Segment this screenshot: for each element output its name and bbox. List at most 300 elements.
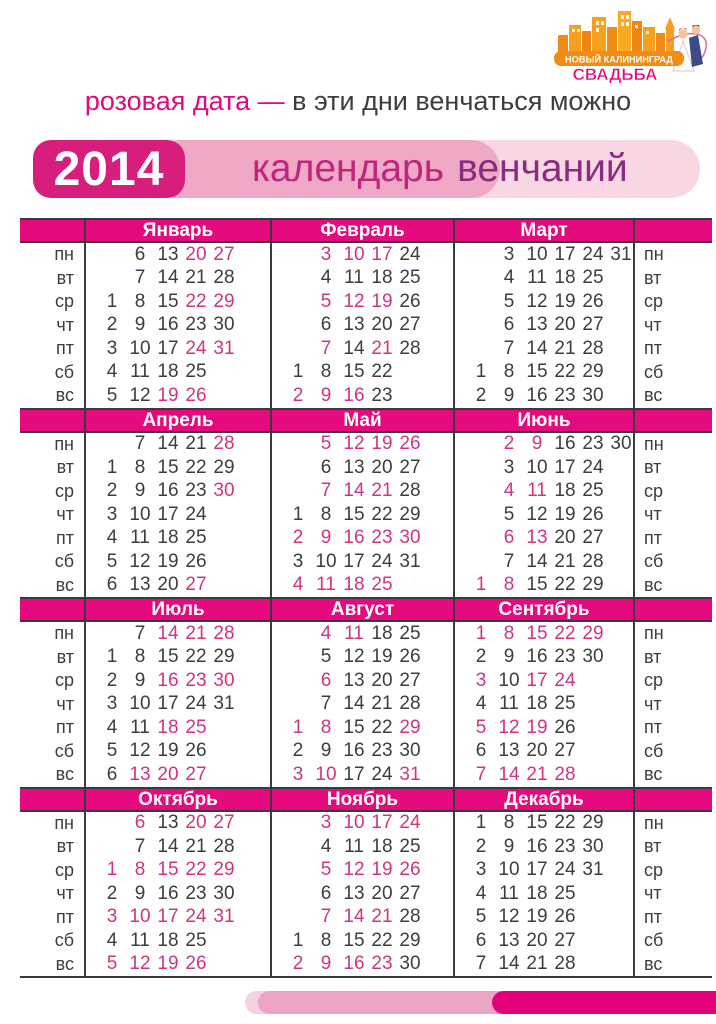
date-cell: 22 — [554, 622, 576, 644]
date-cell: 12 — [498, 906, 520, 928]
date-cell: 15 — [526, 361, 548, 383]
month-header-band — [20, 787, 712, 812]
date-cell: 17 — [157, 503, 179, 525]
weekday-label: чт — [56, 504, 74, 525]
date-cell: 8 — [503, 622, 515, 644]
weekday-label: сб — [54, 930, 74, 951]
weekday-label: ср — [54, 480, 74, 501]
date-cell: 9 — [320, 740, 332, 762]
date-cell: 13 — [498, 929, 520, 951]
date-cell: 4 — [320, 622, 332, 644]
date-cell: 14 — [526, 337, 548, 359]
date-cell: 9 — [531, 433, 543, 455]
weekday-label: чт — [644, 883, 662, 904]
date-cell: 9 — [320, 527, 332, 549]
bottom-decorative-bar — [0, 991, 716, 1014]
weekday-label: вт — [644, 836, 662, 857]
date-cell: 24 — [582, 456, 604, 478]
date-cell: 7 — [503, 550, 515, 572]
date-cell: 17 — [157, 906, 179, 928]
date-cell: 30 — [213, 669, 235, 691]
date-cell: 3 — [475, 669, 487, 691]
date-cell: 15 — [157, 646, 179, 668]
date-cell: 4 — [475, 882, 487, 904]
date-cell: 5 — [106, 550, 118, 572]
date-cell: 18 — [554, 267, 576, 289]
date-cell: 20 — [371, 314, 393, 336]
date-cell: 4 — [106, 361, 118, 383]
date-cell: 14 — [343, 337, 365, 359]
date-cell: 8 — [134, 859, 146, 881]
date-cell: 6 — [475, 929, 487, 951]
logo-subtitle: СВАДЬБА — [572, 65, 658, 83]
date-cell: 21 — [185, 622, 207, 644]
date-cell: 9 — [320, 953, 332, 975]
date-cell: 5 — [106, 740, 118, 762]
date-cell: 8 — [320, 716, 332, 738]
weekday-label: ср — [644, 291, 664, 312]
logo-title: НОВЫЙ КАЛИНИНГРАД — [565, 54, 673, 65]
date-cell: 16 — [554, 433, 576, 455]
date-cell: 14 — [343, 480, 365, 502]
weekday-column-left — [20, 243, 84, 408]
date-cell: 9 — [134, 882, 146, 904]
weekday-label: чт — [56, 314, 74, 335]
month-grid-august — [270, 622, 453, 787]
date-cell: 16 — [343, 384, 365, 406]
date-cell: 11 — [130, 716, 150, 738]
date-cell: 12 — [343, 859, 365, 881]
band-spacer — [633, 789, 712, 811]
weekday-label: пн — [54, 623, 74, 644]
month-row-2 — [20, 408, 712, 598]
date-cell: 6 — [106, 763, 118, 785]
month-name: Октябрь — [84, 789, 270, 811]
date-cell: 17 — [526, 669, 548, 691]
logo-graphic — [552, 5, 710, 83]
date-cell: 28 — [399, 480, 421, 502]
weekday-label: сб — [54, 740, 74, 761]
date-cell: 17 — [554, 243, 576, 265]
date-cell: 26 — [399, 859, 421, 881]
date-cell: 18 — [554, 480, 576, 502]
weekday-label: вт — [644, 267, 662, 288]
date-cell: 9 — [134, 314, 146, 336]
date-cell: 4 — [106, 527, 118, 549]
date-cell: 11 — [130, 361, 150, 383]
band-spacer — [633, 220, 712, 242]
date-cell: 28 — [213, 267, 235, 289]
date-cell: 23 — [371, 740, 393, 762]
headline-pink-part: розовая дата — — [84, 86, 293, 116]
date-cell: 29 — [213, 859, 235, 881]
date-cell: 28 — [213, 433, 235, 455]
logo — [552, 5, 710, 83]
date-cell: 3 — [292, 550, 304, 572]
date-cell: 15 — [526, 574, 548, 596]
date-cell: 27 — [399, 456, 421, 478]
date-cell: 2 — [503, 433, 515, 455]
date-cell: 16 — [526, 384, 548, 406]
title-banner — [0, 140, 716, 198]
date-cell: 23 — [185, 669, 207, 691]
date-cell: 7 — [320, 337, 332, 359]
date-cell: 6 — [106, 574, 118, 596]
weekday-label: сб — [644, 361, 664, 382]
date-cell: 11 — [527, 480, 547, 502]
date-cell: 25 — [399, 267, 421, 289]
weekday-label: пт — [644, 906, 662, 927]
date-cell: 26 — [399, 290, 421, 312]
weekday-label: пт — [56, 717, 74, 738]
date-cell: 26 — [582, 290, 604, 312]
weekday-label: чт — [56, 693, 74, 714]
date-cell: 12 — [129, 953, 151, 975]
date-cell: 6 — [134, 812, 146, 834]
date-cell: 7 — [134, 835, 146, 857]
date-cell: 28 — [399, 337, 421, 359]
date-cell: 24 — [399, 243, 421, 265]
date-cell: 2 — [106, 669, 118, 691]
band-spacer — [633, 599, 712, 621]
date-cell: 8 — [134, 456, 146, 478]
weekday-label: вт — [56, 267, 74, 288]
date-cell: 26 — [554, 716, 576, 738]
date-cell: 28 — [399, 906, 421, 928]
date-cell: 21 — [371, 337, 393, 359]
date-cell: 22 — [371, 503, 393, 525]
date-cell: 12 — [526, 290, 548, 312]
date-cell: 21 — [185, 267, 207, 289]
date-cell: 27 — [399, 314, 421, 336]
date-cell: 24 — [371, 763, 393, 785]
weekday-label: вс — [644, 953, 663, 974]
weekday-label: вс — [644, 764, 663, 785]
date-cell: 12 — [129, 550, 151, 572]
month-grid-october — [84, 812, 270, 977]
date-cell: 10 — [498, 669, 520, 691]
date-cell: 27 — [554, 929, 576, 951]
date-cell: 22 — [185, 456, 207, 478]
date-cell: 26 — [185, 953, 207, 975]
date-cell: 7 — [134, 433, 146, 455]
date-cell: 14 — [526, 550, 548, 572]
date-cell: 6 — [503, 527, 515, 549]
date-cell: 8 — [320, 361, 332, 383]
date-cell: 17 — [157, 693, 179, 715]
month-header-band — [20, 408, 712, 433]
date-cell: 20 — [157, 763, 179, 785]
date-cell: 1 — [475, 812, 487, 834]
date-cell: 20 — [371, 456, 393, 478]
date-cell: 7 — [134, 267, 146, 289]
date-cell: 1 — [292, 716, 304, 738]
date-cell: 26 — [399, 646, 421, 668]
date-cell: 17 — [554, 456, 576, 478]
date-cell: 13 — [526, 314, 548, 336]
date-cell: 15 — [343, 503, 365, 525]
date-cell: 10 — [129, 337, 151, 359]
date-cell: 6 — [134, 243, 146, 265]
weekday-label: чт — [644, 504, 662, 525]
date-cell: 25 — [554, 882, 576, 904]
weekday-label: пн — [644, 623, 664, 644]
weekday-label: пн — [54, 433, 74, 454]
date-cell: 5 — [503, 503, 515, 525]
date-cell: 11 — [344, 835, 364, 857]
weekday-label: вт — [56, 457, 74, 478]
date-cell: 3 — [106, 693, 118, 715]
weekday-column-right — [633, 243, 712, 408]
date-cell: 4 — [106, 929, 118, 951]
date-cell: 13 — [157, 243, 179, 265]
date-cell: 10 — [129, 503, 151, 525]
date-cell: 19 — [526, 906, 548, 928]
date-cell: 10 — [498, 859, 520, 881]
month-row-4 — [20, 787, 712, 977]
date-cell: 9 — [134, 480, 146, 502]
weekday-label: пт — [644, 338, 662, 359]
date-cell: 10 — [129, 693, 151, 715]
date-cell: 19 — [157, 550, 179, 572]
month-name: Март — [453, 220, 633, 242]
date-cell: 30 — [213, 480, 235, 502]
date-cell: 5 — [106, 384, 118, 406]
date-cell: 1 — [475, 622, 487, 644]
date-cell: 19 — [554, 503, 576, 525]
date-cell: 18 — [526, 693, 548, 715]
month-grid-march — [453, 243, 633, 408]
date-cell: 25 — [582, 267, 604, 289]
date-cell: 25 — [185, 361, 207, 383]
date-cell: 20 — [185, 812, 207, 834]
date-cell: 29 — [213, 456, 235, 478]
date-cell: 28 — [554, 763, 576, 785]
weekday-label: пн — [54, 244, 74, 265]
year-text: 2014 — [53, 142, 165, 196]
date-cell: 31 — [399, 763, 421, 785]
date-cell: 3 — [320, 812, 332, 834]
date-cell: 14 — [157, 267, 179, 289]
banner-title — [252, 140, 628, 198]
date-cell: 10 — [526, 456, 548, 478]
date-cell: 13 — [129, 574, 151, 596]
date-cell: 13 — [343, 669, 365, 691]
date-cell: 2 — [106, 882, 118, 904]
date-cell: 7 — [475, 953, 487, 975]
date-cell: 16 — [157, 480, 179, 502]
date-cell: 2 — [292, 740, 304, 762]
band-spacer — [20, 220, 84, 242]
date-cell: 12 — [498, 716, 520, 738]
date-cell: 28 — [399, 693, 421, 715]
month-name: Февраль — [270, 220, 453, 242]
date-cell: 24 — [185, 693, 207, 715]
weekday-label: пт — [56, 338, 74, 359]
weekday-column-left — [20, 433, 84, 598]
date-cell: 18 — [157, 361, 179, 383]
date-cell: 1 — [106, 859, 118, 881]
weekday-label: ср — [644, 670, 664, 691]
date-cell: 10 — [315, 550, 337, 572]
date-cell: 6 — [320, 314, 332, 336]
date-cell: 9 — [503, 646, 515, 668]
date-cell: 6 — [320, 456, 332, 478]
date-cell: 11 — [316, 574, 336, 596]
date-cell: 16 — [343, 953, 365, 975]
weekday-column-right — [633, 622, 712, 787]
date-cell: 3 — [320, 243, 332, 265]
date-cell: 8 — [503, 361, 515, 383]
date-cell: 14 — [343, 693, 365, 715]
date-cell: 25 — [399, 835, 421, 857]
date-cell: 14 — [157, 433, 179, 455]
weekday-label: вт — [56, 836, 74, 857]
date-cell: 15 — [343, 716, 365, 738]
date-cell: 17 — [343, 763, 365, 785]
band-spacer — [20, 410, 84, 432]
date-cell: 8 — [503, 812, 515, 834]
date-cell: 7 — [320, 906, 332, 928]
weekday-label: пт — [644, 717, 662, 738]
date-cell: 23 — [185, 314, 207, 336]
date-cell: 4 — [292, 574, 304, 596]
date-cell: 5 — [320, 859, 332, 881]
date-cell: 27 — [399, 882, 421, 904]
weekday-label: ср — [644, 859, 664, 880]
weekday-column-right — [633, 812, 712, 977]
date-cell: 18 — [157, 929, 179, 951]
date-cell: 1 — [106, 290, 118, 312]
date-cell: 13 — [343, 314, 365, 336]
weekday-label: вс — [644, 385, 663, 406]
date-cell: 19 — [371, 290, 393, 312]
date-cell: 3 — [503, 243, 515, 265]
month-name: Апрель — [84, 410, 270, 432]
date-cell: 24 — [582, 243, 604, 265]
date-cell: 29 — [582, 622, 604, 644]
date-cell: 1 — [106, 456, 118, 478]
date-cell: 27 — [213, 243, 235, 265]
date-cell: 1 — [292, 929, 304, 951]
date-cell: 13 — [343, 882, 365, 904]
date-cell: 4 — [320, 267, 332, 289]
date-cell: 2 — [475, 646, 487, 668]
month-grid-december — [453, 812, 633, 977]
date-cell: 29 — [399, 929, 421, 951]
banner-word-calendar: календарь — [252, 147, 445, 190]
date-cell: 7 — [320, 693, 332, 715]
date-cell: 14 — [157, 622, 179, 644]
date-cell: 13 — [343, 456, 365, 478]
weekday-label: сб — [644, 930, 664, 951]
date-cell: 17 — [157, 337, 179, 359]
headline — [0, 86, 716, 117]
date-cell: 25 — [185, 716, 207, 738]
weekday-label: вс — [55, 574, 74, 595]
city-skyline-icon — [558, 11, 675, 55]
date-cell: 29 — [582, 574, 604, 596]
date-cell: 23 — [554, 384, 576, 406]
weekday-label: сб — [644, 551, 664, 572]
weekday-label: ср — [54, 291, 74, 312]
date-cell: 31 — [213, 337, 235, 359]
date-cell: 28 — [213, 622, 235, 644]
date-cell: 9 — [503, 384, 515, 406]
date-cell: 14 — [343, 906, 365, 928]
month-grid-february — [270, 243, 453, 408]
date-cell: 2 — [292, 527, 304, 549]
weekday-label: чт — [56, 883, 74, 904]
date-cell: 20 — [371, 882, 393, 904]
band-spacer — [20, 599, 84, 621]
weekday-label: пт — [56, 906, 74, 927]
date-cell: 27 — [582, 527, 604, 549]
date-cell: 5 — [503, 290, 515, 312]
date-cell: 21 — [185, 433, 207, 455]
date-cell: 11 — [344, 622, 364, 644]
date-cell: 28 — [213, 835, 235, 857]
date-cell: 30 — [399, 527, 421, 549]
date-cell: 30 — [399, 953, 421, 975]
date-cell: 16 — [526, 646, 548, 668]
date-cell: 16 — [526, 835, 548, 857]
date-cell: 30 — [582, 646, 604, 668]
month-grid-september — [453, 622, 633, 787]
date-cell: 17 — [371, 812, 393, 834]
date-cell: 27 — [185, 763, 207, 785]
date-cell: 14 — [498, 763, 520, 785]
month-grid-april — [84, 433, 270, 598]
date-cell: 20 — [185, 243, 207, 265]
date-cell: 26 — [399, 433, 421, 455]
date-cell: 13 — [526, 527, 548, 549]
date-cell: 14 — [498, 953, 520, 975]
date-cell: 19 — [554, 290, 576, 312]
date-cell: 18 — [371, 267, 393, 289]
band-spacer — [633, 410, 712, 432]
weekday-label: пн — [644, 812, 664, 833]
weekday-label: сб — [644, 740, 664, 761]
date-cell: 16 — [157, 314, 179, 336]
date-cell: 18 — [526, 882, 548, 904]
weekday-label: чт — [644, 693, 662, 714]
date-cell: 29 — [582, 812, 604, 834]
date-cell: 8 — [134, 290, 146, 312]
date-cell: 24 — [185, 503, 207, 525]
date-cell: 23 — [554, 835, 576, 857]
weekday-label: вс — [644, 574, 663, 595]
date-cell: 20 — [554, 527, 576, 549]
date-cell: 19 — [526, 716, 548, 738]
weekday-column-left — [20, 622, 84, 787]
date-cell: 3 — [475, 859, 487, 881]
date-cell: 2 — [106, 314, 118, 336]
date-cell: 16 — [157, 669, 179, 691]
date-cell: 30 — [213, 882, 235, 904]
date-cell: 23 — [371, 384, 393, 406]
band-spacer — [20, 789, 84, 811]
date-cell: 6 — [475, 740, 487, 762]
month-header-band — [20, 218, 712, 243]
date-cell: 1 — [292, 361, 304, 383]
date-cell: 30 — [213, 314, 235, 336]
date-cell: 12 — [343, 646, 365, 668]
date-cell: 3 — [503, 456, 515, 478]
date-cell: 27 — [554, 740, 576, 762]
date-cell: 19 — [157, 740, 179, 762]
month-name: Декабрь — [453, 789, 633, 811]
